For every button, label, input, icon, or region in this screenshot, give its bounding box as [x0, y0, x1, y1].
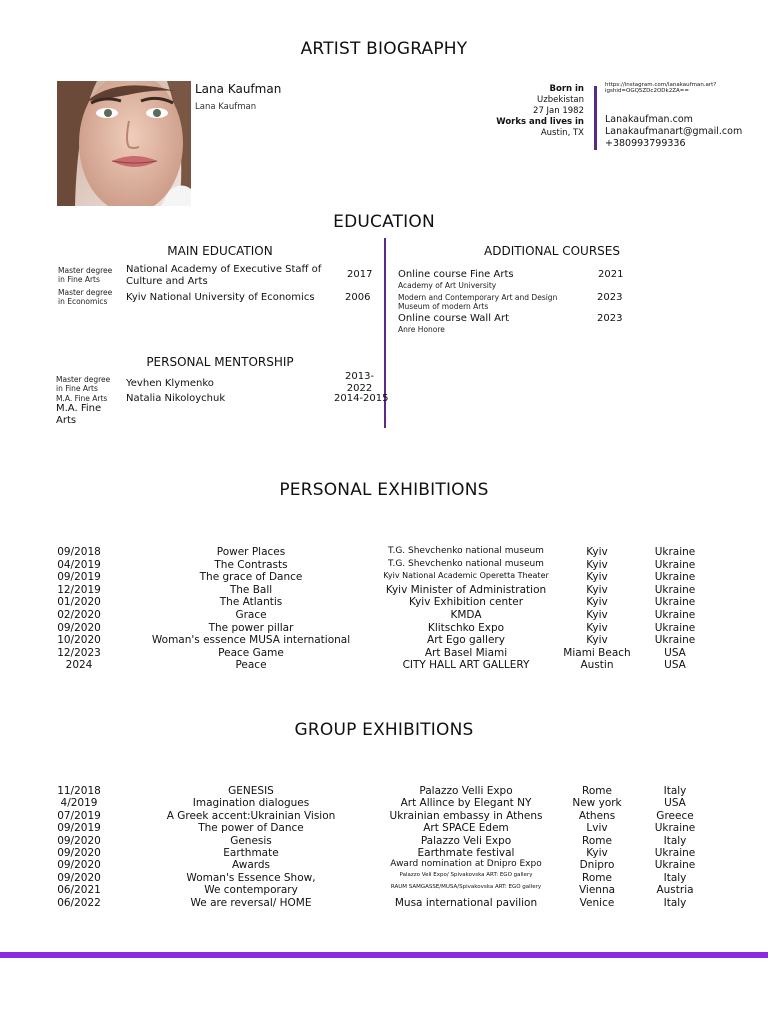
- cell-venue: Ukrainian embassy in Athens: [389, 809, 543, 822]
- cell-venue: Award nomination at Dnipro Expo: [390, 859, 542, 870]
- cell-date: 06/2022: [57, 896, 101, 909]
- main-edu-year-2: 2006: [345, 292, 371, 303]
- additional-courses-title: ADDITIONAL COURSES: [484, 244, 620, 258]
- cell-date: 09/2020: [57, 871, 101, 884]
- cell-name: Peace: [235, 659, 267, 672]
- artist-subname: Lana Kaufman: [195, 102, 257, 112]
- cell-date: 09/2020: [57, 621, 101, 634]
- cell-city: Rome: [582, 871, 612, 884]
- cell-name: We contemporary: [204, 884, 298, 897]
- course-2: Modern and Contemporary Art and Design Museum of modern Arts: [398, 293, 558, 311]
- table-row: [0, 571, 768, 584]
- mentor-year-1: 2013- 2022: [345, 371, 375, 394]
- cell-country: Italy: [663, 896, 687, 909]
- main-edu-school-1: National Academy of Executive Staff of Culture and Arts: [126, 264, 322, 287]
- email-link[interactable]: Lanakaufmanart@gmail.com: [605, 126, 743, 137]
- cell-name: Woman's Essence Show,: [186, 871, 316, 884]
- table-row: [0, 847, 768, 860]
- cell-city: Kyiv: [586, 847, 608, 859]
- artist-name: Lana Kaufman: [195, 82, 282, 96]
- mentor-year-2: 2014-2015: [334, 393, 389, 404]
- cell-date: 06/2021: [57, 884, 101, 897]
- cell-date: 01/2020: [57, 596, 101, 609]
- mentor-name-1: Yevhen Klymenko: [126, 378, 214, 389]
- cell-name: Peace Game: [218, 646, 284, 659]
- course-year-3: 2023: [597, 313, 623, 324]
- cell-name: Grace: [235, 609, 267, 621]
- table-row: [0, 622, 768, 635]
- cell-country: Ukraine: [654, 571, 696, 584]
- cell-city: New york: [572, 797, 622, 810]
- cell-date: 09/2020: [57, 834, 101, 847]
- table-row: [0, 835, 768, 848]
- main-edu-school-2: Kyiv National University of Economics: [126, 292, 315, 303]
- cell-country: Ukraine: [654, 859, 696, 872]
- cell-city: Venice: [579, 896, 615, 909]
- cell-city: Austin: [580, 659, 614, 672]
- mentor-name-2: Natalia Nikoloychuk: [126, 393, 226, 404]
- born-place: Uzbekistan: [537, 95, 584, 105]
- cell-city: Kyiv: [586, 609, 608, 621]
- cell-city: Kyiv: [586, 558, 608, 571]
- cell-venue: Kyiv Minister of Administration: [385, 583, 547, 596]
- cell-city: Dnipro: [579, 859, 615, 872]
- mentor-degree-1: Master degree in Fine Arts: [56, 375, 111, 393]
- cell-date: 4/2019: [60, 797, 98, 810]
- cell-name: The Contrasts: [214, 558, 288, 571]
- group-exhibitions-title: GROUP EXHIBITIONS: [294, 720, 474, 740]
- cell-name: The Ball: [229, 583, 273, 596]
- cell-name: Power Places: [216, 546, 286, 558]
- cell-country: Italy: [663, 785, 687, 797]
- cell-city: Rome: [582, 834, 612, 847]
- cell-name: Woman's essence MUSA international: [151, 634, 351, 647]
- cell-country: Ukraine: [654, 546, 696, 558]
- cell-city: Kyiv: [586, 546, 608, 558]
- cell-country: USA: [664, 797, 686, 810]
- table-row: [0, 609, 768, 622]
- phone-number[interactable]: +380993799336: [605, 138, 686, 149]
- cell-venue: Palazzo Veli Expo/ Spivakovska ART: EGO gallery: [399, 871, 533, 878]
- cell-country: Ukraine: [654, 609, 696, 621]
- cell-country: Ukraine: [654, 621, 696, 634]
- cell-name: The power of Dance: [198, 822, 304, 835]
- cell-country: Italy: [663, 871, 687, 884]
- table-row: [0, 546, 768, 559]
- cell-date: 2024: [65, 659, 93, 672]
- cell-venue: Earthmate festival: [417, 847, 515, 859]
- table-row: [0, 647, 768, 660]
- cell-venue: Palazzo Veli Expo: [420, 834, 512, 847]
- cell-name: The grace of Dance: [199, 571, 303, 584]
- cell-country: Ukraine: [654, 583, 696, 596]
- cell-venue: T.G. Shevchenko national museum: [388, 546, 544, 556]
- cell-venue: Art Allince by Elegant NY: [400, 797, 532, 810]
- table-row: [0, 596, 768, 609]
- contacts: [605, 82, 742, 150]
- cell-city: Kyiv: [586, 596, 608, 609]
- instagram-link[interactable]: https://instagram.com/lanakaufman.art? igshid=OGQ5ZDc2ODk2ZA==: [605, 82, 717, 94]
- cell-venue: Klitschko Expo: [427, 621, 505, 634]
- table-row: [0, 897, 768, 910]
- course-1: Online course Fine Arts Academy of Art University: [398, 269, 514, 290]
- cell-name: Awards: [231, 859, 271, 872]
- cell-name: Imagination dialogues: [192, 797, 310, 810]
- cell-date: 09/2019: [57, 571, 101, 584]
- table-row: [0, 797, 768, 810]
- cell-name: We are reversal/ HOME: [190, 896, 312, 909]
- cell-venue: RAUM SAMGASSE/MUSA/Spivakovska ART: EGO gallery: [390, 884, 542, 891]
- artist-photo: [57, 81, 191, 206]
- cell-country: Ukraine: [654, 558, 696, 571]
- cell-venue: Art SPACE Edem: [423, 822, 509, 835]
- cell-venue: KMDA: [450, 609, 482, 621]
- mentor-extra: M.A. Fine Arts: [56, 403, 102, 426]
- contact-divider: [594, 86, 597, 150]
- cell-venue: Kyiv National Academic Operetta Theater: [383, 571, 549, 581]
- cell-country: Ukraine: [654, 847, 696, 859]
- cell-name: The Atlantis: [219, 596, 283, 609]
- page-title: ARTIST BIOGRAPHY: [300, 39, 468, 59]
- table-row: [0, 659, 768, 672]
- course-year-2: 2023: [597, 292, 623, 303]
- cell-date: 09/2020: [57, 859, 101, 872]
- course-3: Online course Wall Art Anre Honore: [398, 313, 510, 334]
- main-edu-year-1: 2017: [347, 269, 373, 280]
- cell-date: 02/2020: [57, 609, 101, 621]
- cell-city: Kyiv: [586, 621, 608, 634]
- cell-date: 11/2018: [57, 785, 101, 797]
- cell-date: 12/2023: [57, 646, 101, 659]
- cell-country: Italy: [663, 834, 687, 847]
- personal-exhibitions-title: PERSONAL EXHIBITIONS: [279, 480, 489, 500]
- main-edu-degree-1: Master degree in Fine Arts: [58, 266, 113, 284]
- cell-date: 12/2019: [57, 583, 101, 596]
- cell-country: USA: [664, 646, 686, 659]
- cell-city: Kyiv: [586, 634, 608, 647]
- mentorship-title: PERSONAL MENTORSHIP: [146, 355, 294, 369]
- cell-city: Lviv: [586, 822, 608, 835]
- mentor-degree-2: M.A. Fine Arts: [56, 394, 108, 403]
- artist-info: [496, 84, 584, 139]
- cell-name: GENESIS: [228, 785, 274, 797]
- cell-venue: Musa international pavilion: [394, 896, 538, 909]
- cell-venue: Kyiv Exhibition center: [408, 596, 524, 609]
- cell-date: 04/2019: [57, 558, 101, 571]
- cell-country: Ukraine: [654, 596, 696, 609]
- cell-country: Ukraine: [654, 822, 696, 835]
- cell-venue: T.G. Shevchenko national museum: [388, 558, 544, 569]
- cell-city: Miami Beach: [563, 646, 631, 659]
- lives-label: Works and lives in: [496, 117, 584, 127]
- lives-place: Austin, TX: [540, 128, 584, 138]
- table-row: [0, 872, 768, 885]
- cell-name: The power pillar: [208, 621, 294, 634]
- cell-country: Austria: [656, 884, 694, 897]
- born-label: Born in: [549, 84, 584, 94]
- education-title: EDUCATION: [333, 212, 435, 232]
- cell-date: 09/2019: [57, 822, 101, 835]
- cell-city: Kyiv: [586, 583, 608, 596]
- cell-venue: CITY HALL ART GALLERY: [402, 659, 530, 672]
- table-row: [0, 884, 768, 897]
- table-row: [0, 822, 768, 835]
- cell-city: Rome: [582, 785, 612, 797]
- cell-date: 10/2020: [57, 634, 101, 647]
- cell-city: Kyiv: [586, 571, 608, 584]
- table-row: [0, 634, 768, 647]
- table-row: [0, 859, 768, 872]
- table-row: [0, 559, 768, 572]
- cell-country: Greece: [656, 809, 694, 822]
- table-row: [0, 810, 768, 823]
- cell-country: Ukraine: [654, 634, 696, 647]
- main-education-title: MAIN EDUCATION: [167, 244, 273, 258]
- cell-venue: Palazzo Velli Expo: [419, 785, 513, 797]
- cell-date: 07/2019: [57, 809, 101, 822]
- cell-country: USA: [664, 659, 686, 672]
- cell-date: 09/2020: [57, 847, 101, 859]
- cell-venue: Art Ego gallery: [427, 634, 505, 647]
- website-link[interactable]: Lanakaufman.com: [605, 114, 693, 125]
- born-date: 27 Jan 1982: [533, 106, 584, 116]
- footer-accent-bar: [0, 952, 768, 958]
- cell-date: 09/2018: [57, 546, 101, 558]
- main-edu-degree-2: Master degree in Economics: [58, 288, 113, 306]
- cell-name: Earthmate: [223, 847, 279, 859]
- course-year-1: 2021: [598, 269, 624, 280]
- cell-venue: Art Basel Miami: [424, 646, 508, 659]
- table-row: [0, 785, 768, 798]
- cell-name: A Greek accent:Ukrainian Vision: [166, 809, 336, 822]
- table-row: [0, 584, 768, 597]
- cell-name: Genesis: [230, 834, 272, 847]
- cell-city: Vienna: [578, 884, 616, 897]
- cell-city: Athens: [578, 809, 616, 822]
